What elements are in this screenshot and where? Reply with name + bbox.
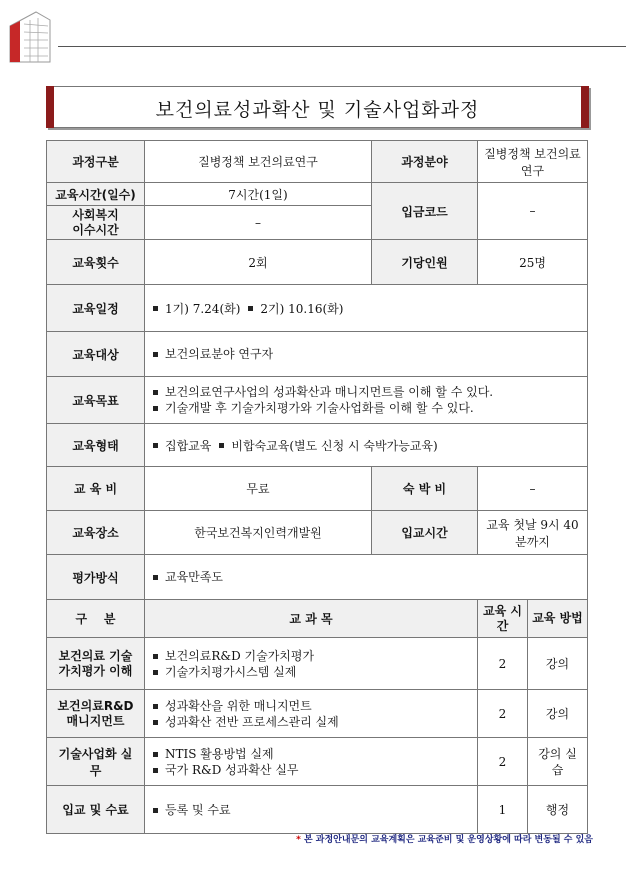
subject-item: 기술가치평가시스템 실제 <box>151 664 471 680</box>
subject-cell <box>145 690 478 738</box>
hours-label: 교육시간(일수) <box>47 183 145 206</box>
format-label: 교육형태 <box>47 424 145 467</box>
schedule-label: 교육일정 <box>47 285 145 332</box>
subject-item: 등록 및 수료 <box>151 802 471 818</box>
venue-label: 교육장소 <box>47 511 145 555</box>
row-hours <box>47 183 588 206</box>
section-cell: 입교 및 수료 <box>47 786 145 834</box>
format-item: 비합숙교육(별도 신청 시 숙박가능교육) <box>217 437 437 454</box>
schedule-item: 2기) 10.16(화) <box>246 300 343 317</box>
section-cell: 보건의료 기술가치평가 이해 <box>47 638 145 690</box>
subject-item: 국가 R&D 성과확산 실무 <box>151 762 471 778</box>
deposit-value: – <box>478 183 588 240</box>
method-cell: 강의 <box>528 638 588 690</box>
social-label: 사회복지 이수시간 <box>47 206 145 240</box>
time-cell: 1 <box>478 786 528 834</box>
row-course-type <box>47 141 588 183</box>
building-logo-icon <box>6 6 52 66</box>
row-venue <box>47 511 588 555</box>
course-type-label: 과정구분 <box>47 141 145 183</box>
format-item: 집합교육 <box>151 437 211 454</box>
star-icon: * <box>296 835 301 845</box>
curriculum-row <box>47 690 588 738</box>
schedule-item: 1기) 7.24(화) <box>151 300 240 317</box>
course-field-value: 질병정책 보건의료연구 <box>478 141 588 183</box>
target-value <box>145 332 588 377</box>
subject-cell <box>145 738 478 786</box>
row-schedule <box>47 285 588 332</box>
checkin-value: 교육 첫날 9시 40분까지 <box>478 511 588 555</box>
eval-label: 평가방식 <box>47 555 145 600</box>
curriculum-header <box>47 600 588 638</box>
section-cell: 기술사업화 실무 <box>47 738 145 786</box>
count-label: 교육횟수 <box>47 240 145 285</box>
subject-cell <box>145 786 478 834</box>
curriculum-row <box>47 738 588 786</box>
section-cell: 보건의료R&D 매니지먼트 <box>47 690 145 738</box>
goal-item: 보건의료연구사업의 성과확산과 매니지먼트를 이해 할 수 있다. <box>151 384 581 400</box>
goal-label: 교육목표 <box>47 377 145 424</box>
method-cell: 강의 <box>528 690 588 738</box>
page-title: 보건의료성과확산 및 기술사업화과정 <box>155 99 480 121</box>
time-cell: 2 <box>478 638 528 690</box>
deposit-label: 입금코드 <box>372 183 478 240</box>
fee-label: 교 육 비 <box>47 467 145 511</box>
capacity-label: 기당인원 <box>372 240 478 285</box>
time-cell: 2 <box>478 738 528 786</box>
target-item: 보건의료분야 연구자 <box>151 346 581 362</box>
venue-value: 한국보건복지인력개발원 <box>145 511 372 555</box>
section-header: 구 분 <box>47 600 145 638</box>
subject-item: 성과확산을 위한 매니지먼트 <box>151 698 471 714</box>
row-eval <box>47 555 588 600</box>
target-label: 교육대상 <box>47 332 145 377</box>
header-rule <box>58 46 626 47</box>
curriculum-row <box>47 786 588 834</box>
row-target <box>47 332 588 377</box>
format-value <box>145 424 588 467</box>
subject-item: 성과확산 전반 프로세스관리 실제 <box>151 714 471 730</box>
schedule-value <box>145 285 588 332</box>
lodging-label: 숙 박 비 <box>372 467 478 511</box>
course-type-value: 질병정책 보건의료연구 <box>145 141 372 183</box>
footnote <box>296 832 593 845</box>
course-field-label: 과정분야 <box>372 141 478 183</box>
checkin-label: 입교시간 <box>372 511 478 555</box>
goal-value <box>145 377 588 424</box>
hours-value: 7시간(1일) <box>145 183 372 206</box>
lodging-value: – <box>478 467 588 511</box>
footnote-text: 본 과정안내문의 교육계획은 교육준비 및 운영상황에 따라 변동될 수 있음 <box>303 835 593 845</box>
time-cell: 2 <box>478 690 528 738</box>
method-cell: 행정 <box>528 786 588 834</box>
subject-item: NTIS 활용방법 실제 <box>151 746 471 762</box>
row-fee <box>47 467 588 511</box>
fee-value: 무료 <box>145 467 372 511</box>
subject-cell <box>145 638 478 690</box>
time-header: 교육 시간 <box>478 600 528 638</box>
method-header: 교육 방법 <box>528 600 588 638</box>
method-cell: 강의 실습 <box>528 738 588 786</box>
course-table <box>46 140 588 834</box>
capacity-value: 25명 <box>478 240 588 285</box>
row-format <box>47 424 588 467</box>
subject-header: 교 과 목 <box>145 600 478 638</box>
row-count <box>47 240 588 285</box>
title-box <box>46 86 589 128</box>
count-value: 2회 <box>145 240 372 285</box>
eval-item: 교육만족도 <box>151 569 581 585</box>
subject-item: 보건의료R&D 기술가치평가 <box>151 648 471 664</box>
row-goal <box>47 377 588 424</box>
curriculum-row <box>47 638 588 690</box>
goal-item: 기술개발 후 기술가치평가와 기술사업화를 이해 할 수 있다. <box>151 400 581 416</box>
eval-value <box>145 555 588 600</box>
social-value: – <box>145 206 372 240</box>
